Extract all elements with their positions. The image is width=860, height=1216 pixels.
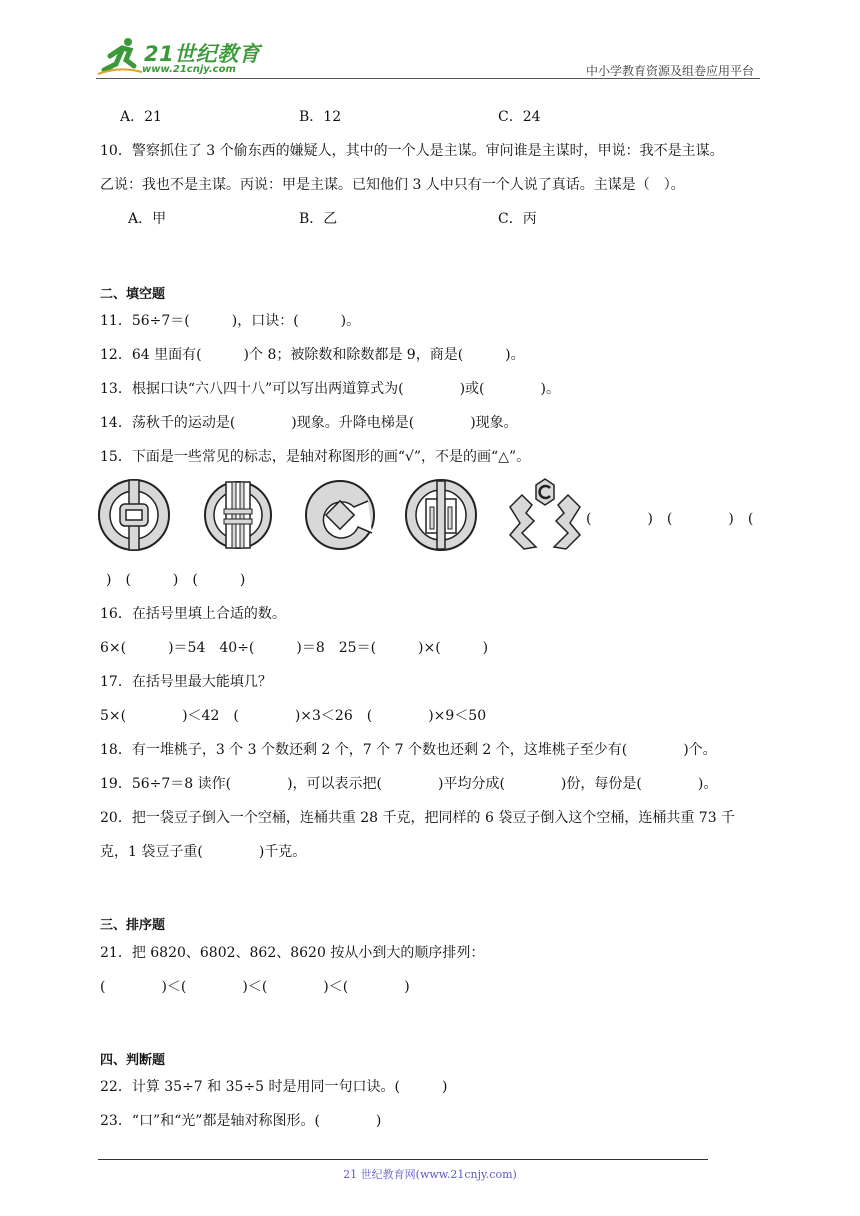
q11: 11．56÷7＝( )，口诀：( )。: [100, 313, 361, 329]
agricultural-bank-logo-icon: [404, 477, 478, 553]
q16: 16．在括号里填上合适的数。: [100, 606, 286, 622]
section-fill-blank-title: 二、填空题: [100, 287, 166, 302]
q10-option-c: C．丙: [498, 211, 537, 227]
q9-option-b: B．12: [299, 109, 342, 125]
q22: 22．计算 35÷7 和 35÷5 时是用同一句口诀。( ): [100, 1079, 448, 1095]
construction-bank-logo-icon: [304, 477, 376, 553]
q19: 19．56÷7＝8 读作( )，可以表示把( )平均分成( )份，每份是( )。: [100, 776, 718, 792]
q10-option-a: A．甲: [128, 211, 167, 227]
q10-option-b: B．乙: [299, 211, 338, 227]
q9-option-c: C．24: [498, 109, 541, 125]
logo-url: www.21cnjy.com: [142, 64, 236, 75]
q10-line2: 乙说：我也不是主谋。丙说：甲是主谋。已知他们 3 人中只有一个人说了真话。主谋是（ ）。: [100, 177, 685, 193]
q12: 12．64 里面有( )个 8；被除数和除数都是 9，商是( )。: [100, 347, 525, 363]
q10-line1: 10．警察抓住了 3 个偷东西的嫌疑人，其中的一个人是主谋。审问谁是主谋时，甲说：我不是主谋。: [100, 143, 724, 159]
q13: 13．根据口诀“六八四十八”可以写出两道算式为( )或( )。: [100, 381, 560, 397]
bank-of-china-logo-icon: [96, 477, 172, 553]
q21-ordering-blanks[interactable]: ( )＜( )＜( )＜( ): [100, 979, 410, 995]
q23: 23．“口”和“光”都是轴对称图形。( ): [100, 1113, 382, 1129]
site-logo: [94, 36, 264, 80]
q15: 15．下面是一些常见的标志，是轴对称图形的画“√”，不是的画“△”。: [100, 449, 531, 465]
q14: 14．荡秋千的运动是( )现象。升降电梯是( )现象。: [100, 415, 518, 431]
section-judgement-title: 四、判断题: [100, 1053, 166, 1068]
runner-logo-icon: [96, 36, 144, 76]
icbc-logo-icon: [202, 477, 274, 553]
q21: 21．把 6820、6802、862、8620 按从小到大的顺序排列：: [100, 945, 485, 961]
footer-text[interactable]: 21 世纪教育网(www.21cnjy.com): [343, 1168, 517, 1181]
q15-answer-blanks-row2[interactable]: ) ( ) ( ): [106, 572, 246, 588]
header-divider: [96, 78, 760, 79]
q20-line2: 克，1 袋豆子重( )千克。: [100, 844, 307, 860]
q18: 18．有一堆桃子，3 个 3 个数还剩 2 个，7 个 7 个数也还剩 2 个，这堆桃子至少有( )个。: [100, 742, 717, 758]
q17: 17．在括号里最大能填几？: [100, 674, 272, 690]
section-ordering-title: 三、排序题: [100, 918, 166, 933]
header-platform-text: 中小学教育资源及组卷应用平台: [585, 64, 754, 78]
q15-signs-row: [96, 477, 596, 553]
q17-inequalities[interactable]: 5×( )＜42 ( )×3＜26 ( )×9＜50: [100, 708, 487, 724]
bank-of-communications-logo-icon: [506, 477, 584, 553]
q9-option-a: A．21: [120, 109, 162, 125]
q15-answer-blanks-row1[interactable]: ( ) ( ) (: [586, 511, 754, 527]
footer-divider: [98, 1159, 708, 1160]
q20-line1: 20．把一袋豆子倒入一个空桶，连桶共重 28 千克，把同样的 6 袋豆子倒入这个空桶，连桶共重 73 千: [100, 810, 736, 826]
q16-equations[interactable]: 6×( )＝54 40÷( )＝8 25＝( )×( ): [100, 640, 489, 656]
logo-title: 21世纪教育: [144, 42, 261, 66]
